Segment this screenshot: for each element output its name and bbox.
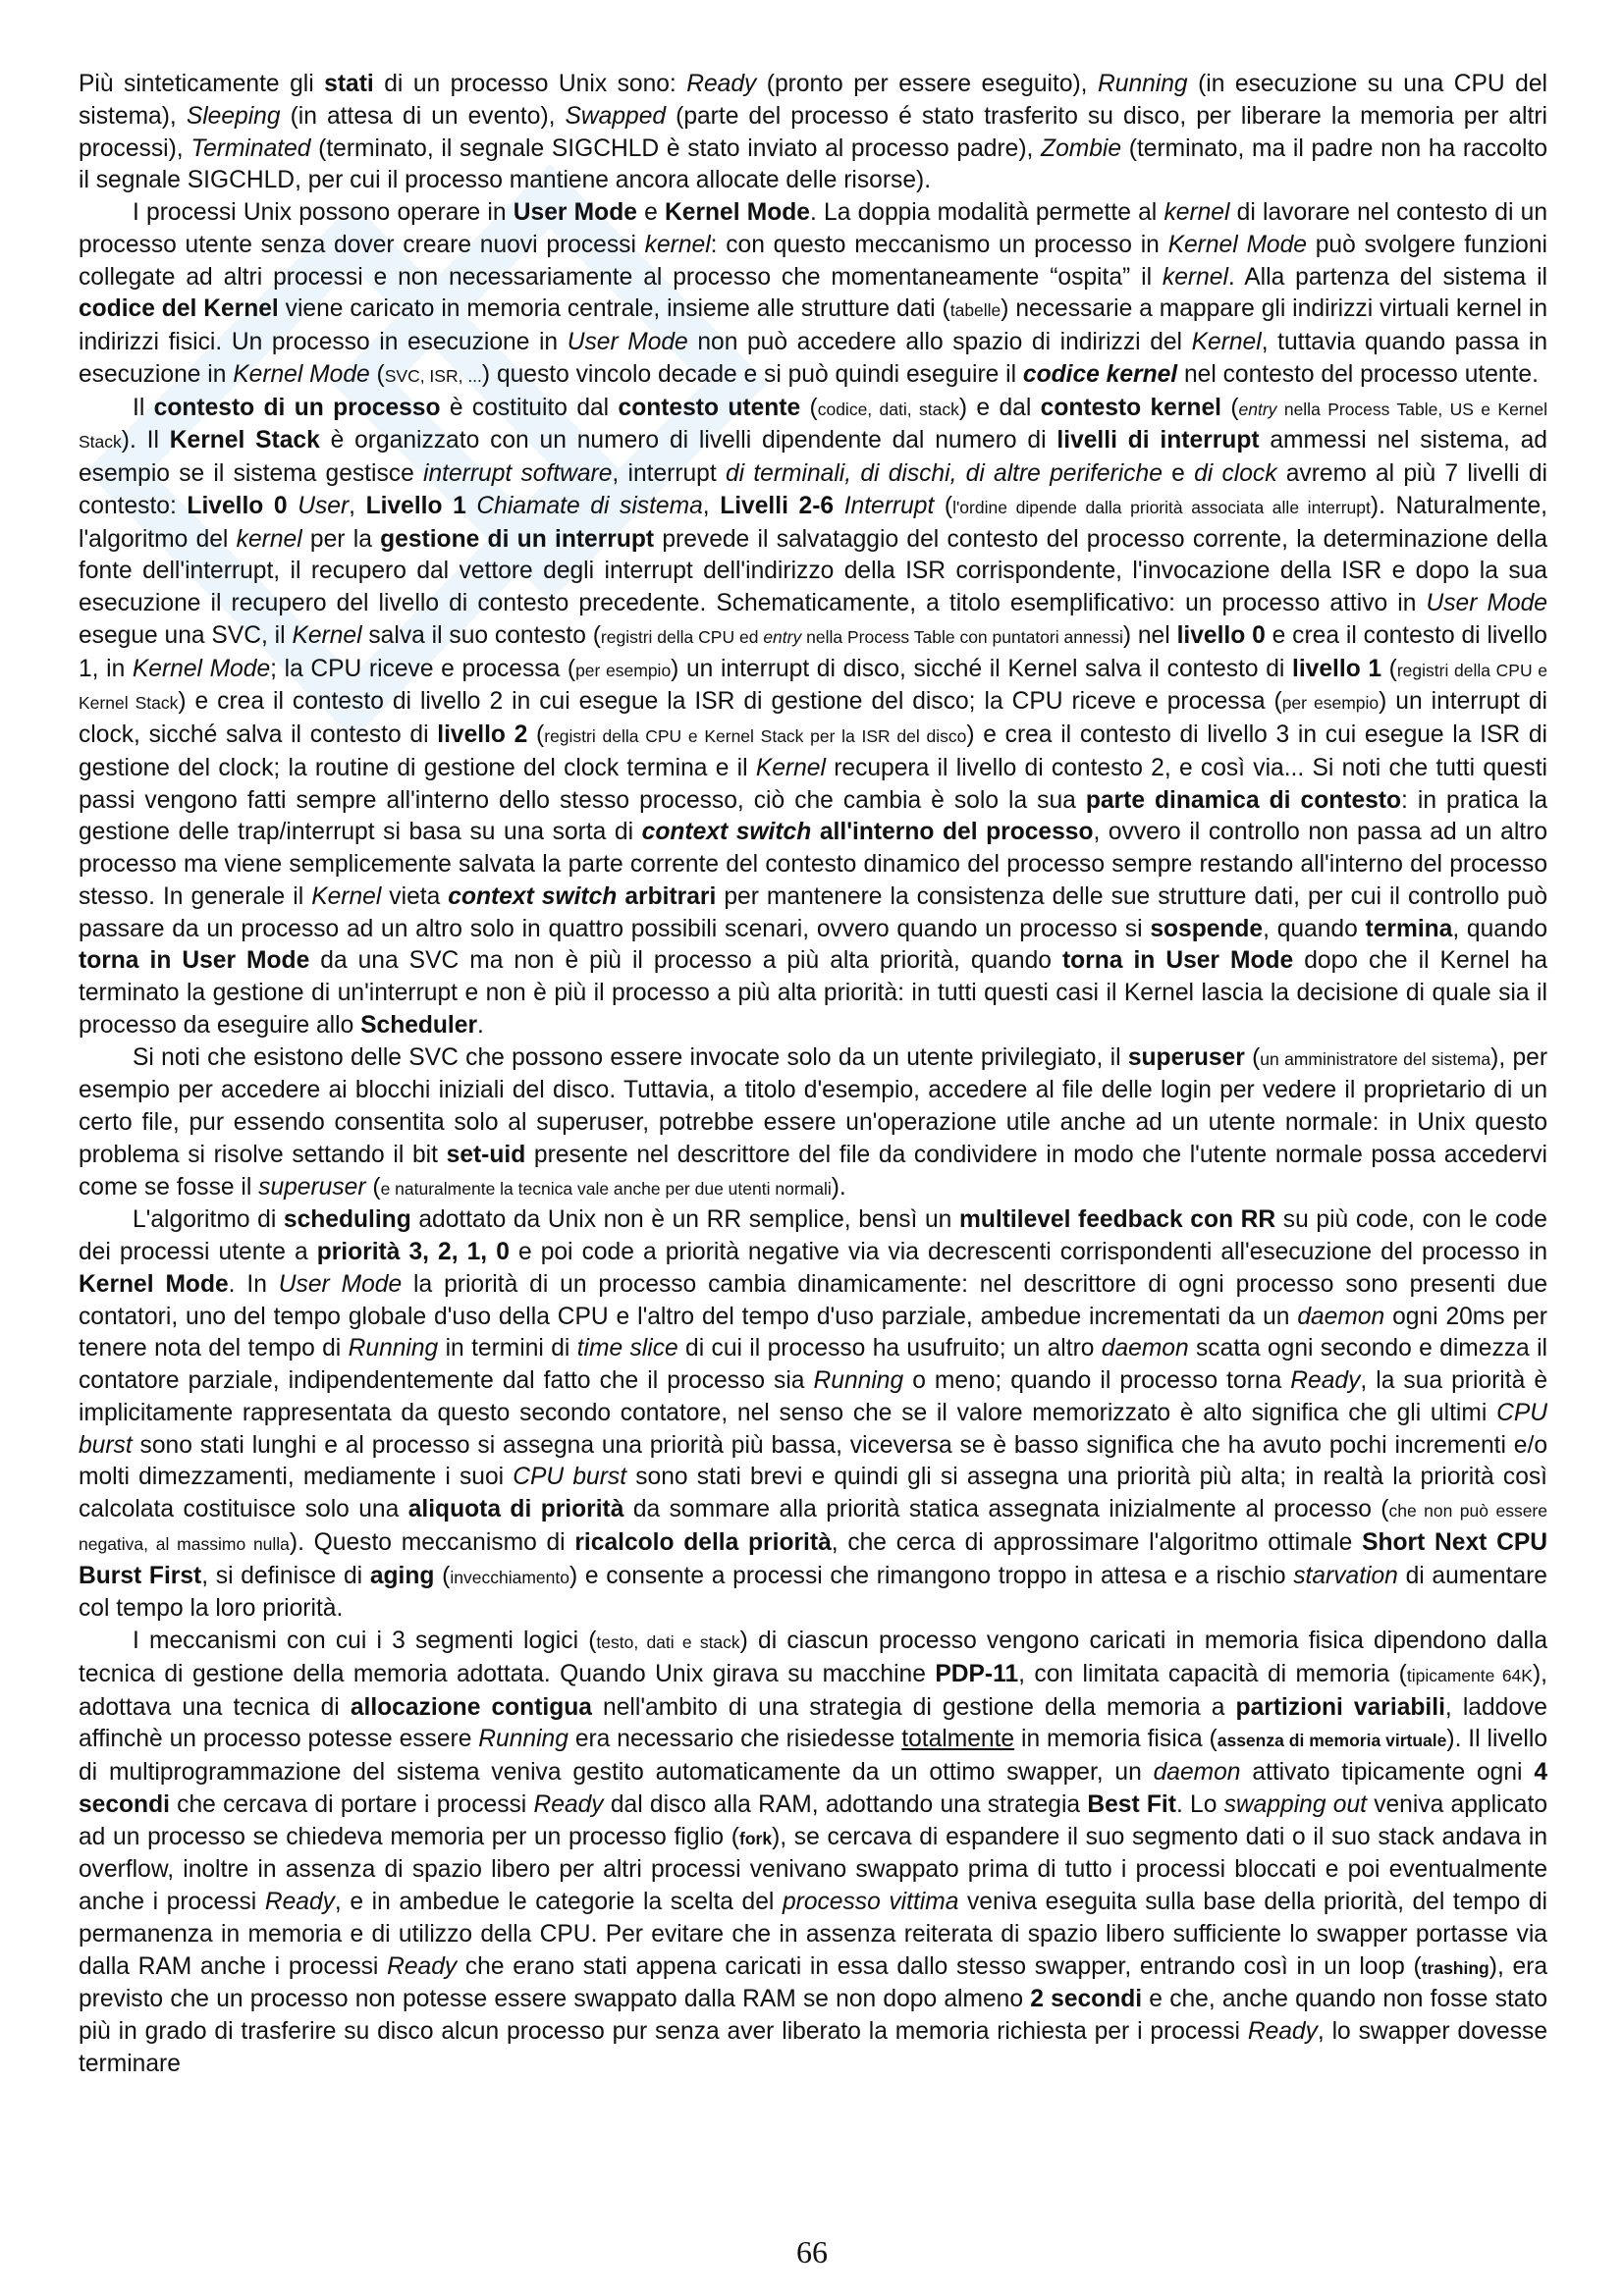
text-run: , ovvero il controllo non passa ad un altro processo ma viene semplicemente salvata la parte corrente del contesto dinamico del processo sempre restando all'interno del processo stesso. In generale il — [79, 819, 1548, 910]
text-run: kernel — [1164, 199, 1230, 226]
text-run: dal disco alla RAM, adottando una strategia — [603, 1790, 1088, 1818]
text-run: Scheduler — [360, 1011, 478, 1039]
text-run: 4 secondi — [79, 1759, 1547, 1818]
text-run: che non può essere negativa, al massimo nulla — [79, 1501, 1547, 1554]
text-run: Chiamate di sistema — [476, 492, 703, 519]
text-run: PDP-11 — [935, 1660, 1019, 1687]
text-run: invecchiamento — [450, 1567, 569, 1587]
text-run: : con questo meccanismo un processo in — [710, 231, 1168, 258]
text-run: e che, anche quando non fosse stato più in grado di trasferire su disco alcun processo pur senza aver liberato la memoria richiesta per i processi — [79, 1986, 1547, 2045]
text-run: presente nel descrittore del file da condividere in modo che l'utente normale possa accedervi come se fosse il — [79, 1141, 1547, 1201]
text-run: , la sua priorità è implicitamente rappresentata da questo secondo contatore, nel senso che se il valore memorizzato è alto significa che gli ultimi — [79, 1367, 1547, 1426]
text-run: per mantenere la consistenza delle sue strutture dati, per cui il controllo può passare da un processo ad un altro solo in quattro possibili scenari, ovvero quando un processo si — [79, 882, 1548, 942]
text-run: l'ordine dipende dalla priorità associata alle interrupt — [952, 497, 1371, 517]
text-run: e — [636, 199, 666, 226]
paragraph — [79, 1626, 1547, 2081]
text-run: kernel — [236, 525, 302, 553]
text-run: tipicamente 64K — [1406, 1665, 1533, 1685]
text-run: daemon — [1101, 1335, 1189, 1362]
text-run: ) e dal — [958, 394, 1041, 421]
text-run: che erano stati appena caricati in essa dallo stesso swapper, entrando così in un loop ( — [457, 1952, 1422, 1980]
text-run: SVC, ISR, ... — [384, 365, 482, 386]
text-run: Terminated — [190, 134, 311, 162]
text-run: tabelle — [949, 300, 1001, 321]
text-run: nella Process Table, US e Kernel Stack — [79, 399, 1547, 453]
text-run: Ready — [387, 1952, 458, 1980]
text-run — [834, 493, 844, 519]
text-run: parte dinamica di contesto — [1085, 786, 1402, 814]
text-run: 2 secondi — [1030, 1986, 1143, 2013]
text-run: . Lo — [1175, 1790, 1224, 1818]
text-run: , quando — [1263, 915, 1366, 942]
text-run: ( — [800, 394, 818, 421]
text-run: , — [349, 492, 366, 519]
text-run: superuser — [258, 1173, 366, 1201]
text-run: un amministratore del sistema — [1260, 1048, 1491, 1069]
text-run: context switch — [448, 882, 618, 910]
text-run: context switch — [641, 819, 812, 846]
text-run: livello 1 — [1292, 655, 1382, 682]
text-run: testo, dati e stack — [596, 1632, 740, 1652]
text-run: , che cerca di approssimare l'algoritmo ottimale — [831, 1528, 1363, 1556]
text-run: Zombie — [1041, 134, 1122, 162]
text-run: multilevel feedback con RR — [958, 1206, 1276, 1234]
text-run: Kernel — [311, 882, 382, 910]
text-run: ), se cercava di espandere il suo segmento dati o il suo stack andava in overflow, inoltre in assenza di spazio libero per altri processi venivano swappato prima di tutto i processi bloccati e poi eventualmente anche i processi — [79, 1823, 1547, 1915]
text-run: adottato da Unix non è un RR semplice, bensì un — [410, 1206, 959, 1234]
text-run: Running — [813, 1367, 904, 1394]
text-run: ) un interrupt di disco, sicché il Kernel salva il contesto di — [671, 655, 1293, 682]
text-run: entry — [1238, 399, 1277, 419]
text-run: ) necessarie a mappare gli indirizzi virtuali kernel in indirizzi fisici. Un processo in esecuzione in — [79, 295, 1548, 355]
text-run: Swapped — [565, 102, 667, 130]
text-run: priorità 3, 2, 1, 0 — [316, 1239, 510, 1265]
text-run: Short Next CPU Burst First — [79, 1528, 1547, 1589]
text-run: sospende — [1150, 915, 1264, 942]
text-run: la priorità di un processo cambia dinamicamente: nel descrittore di ogni processo sono presenti due contatori, uno del tempo globale d'uso della CPU e l'altro del tempo d'uso parziale, ambedue incrementati da un — [79, 1270, 1547, 1330]
text-run: ( — [434, 1562, 451, 1589]
text-run: registri della CPU e Kernel Stack per la ISR del disco — [544, 726, 967, 746]
text-run: di cui il processo ha usufruito; un altro — [677, 1335, 1102, 1362]
text-run: scheduling — [283, 1206, 411, 1234]
text-run: . Alla partenza del sistema il — [1227, 263, 1547, 291]
text-run: recupera il livello di contesto 2, e così via... Si noti che tutti questi passi vengono fatti sempre all'interno dello stesso processo, ciò che cambia è solo la sua — [79, 754, 1548, 814]
text-run: User Mode — [278, 1270, 403, 1298]
text-run: Best Fit — [1087, 1790, 1176, 1818]
text-run: : in pratica la gestione delle trap/interrupt si basa su una sorta di — [79, 786, 1548, 846]
text-run: kernel — [644, 231, 711, 258]
text-run: veniva eseguita sulla base della priorità, del tempo di permanenza in memoria e di utilizzo della CPU. Per evitare che in assenza reiterata di spazio libero sufficiente lo swapper portasse via dalla RAM anche i processi — [79, 1889, 1547, 1980]
text-run: ). Questo meccanismo di — [289, 1528, 575, 1556]
text-run: . In — [228, 1270, 279, 1298]
text-run: ( — [369, 360, 385, 388]
text-run: Più sinteticamente gli — [79, 71, 325, 97]
text-run: e poi code a priorità negative via via decrescenti corrispondenti all'esecuzione del processo in — [509, 1239, 1547, 1265]
text-run: ). Il — [121, 427, 170, 454]
text-run — [466, 493, 477, 519]
text-run: , con limitata capacità di memoria ( — [1018, 1660, 1407, 1687]
text-run: . La doppia modalità permette al — [809, 199, 1164, 226]
text-run: sono stati lunghi e al processo si assegna una priorità più bassa, viceversa se è basso significa che ha avuto pochi incrementi e/o molti dimezzamenti, mediamente i suoi — [79, 1431, 1547, 1491]
text-run: , quando — [1452, 915, 1547, 942]
text-run: di aumentare col tempo la loro priorità. — [79, 1562, 1547, 1623]
text-run: Ready — [533, 1790, 604, 1818]
text-run: Kernel Mode — [233, 360, 370, 388]
text-run: contesto kernel — [1040, 394, 1221, 421]
text-run: Sleeping — [186, 102, 281, 130]
text-run: (pronto per essere eseguito), — [756, 71, 1098, 97]
text-run: processo vittima — [782, 1889, 959, 1915]
text-run: esegue una SVC, il — [79, 621, 293, 649]
text-run: ). — [831, 1173, 846, 1201]
text-run: swapping out — [1223, 1790, 1367, 1818]
text-run: ), per esempio per accedere ai blocchi iniziali del disco. Tuttavia, a titolo d'esempio, accedere al file delle login per vedere il proprietario di un certo file, pur essendo consentita solo al superuser, potrebbe essere un'operazione utile anche ad un utente normale: in Unix questo problema si risolve settando il bit — [79, 1043, 1548, 1168]
text-run: ammessi nel sistema, ad esempio se il sistema gestisce — [79, 427, 1547, 487]
text-run: ) e crea il contesto di livello 2 in cui esegue la ISR di gestione del disco; la CPU riceve e processa ( — [178, 688, 1282, 716]
text-run: vieta — [381, 882, 449, 910]
text-run: veniva applicato ad un processo se chiedeva memoria per un processo figlio ( — [79, 1790, 1547, 1850]
text-run: nella Process Table con puntatori annessi — [801, 626, 1123, 647]
text-run: starvation — [1293, 1562, 1398, 1589]
text-run: time slice — [576, 1335, 678, 1362]
text-run: CPU burst — [79, 1399, 1547, 1459]
text-run: dopo che il Kernel ha terminato la gestione di un'interrupt e non è più il processo a più alta priorità: in tutti questi casi il Kernel lascia la decisione di quale sia il processo da eseguire allo — [79, 947, 1548, 1039]
text-run: prevede il salvataggio del contesto del processo corrente, la determinazione della fonte dell'interrupt, il recupero dal vettore degli interrupt dell'indirizzo della ISR corrispondente, l'invocazione della ISR e dopo la sua esecuzione il recupero del livello di contesto precedente. Schematicamente, a titolo esemplificativo: un processo attivo in — [79, 525, 1547, 616]
text-run: , e in ambedue le categorie la scelta del — [334, 1889, 783, 1915]
text-run: trashing — [1421, 1957, 1489, 1978]
text-run: User — [298, 492, 350, 519]
text-run: torna in User Mode — [1061, 947, 1294, 975]
text-run: kernel — [1162, 263, 1228, 291]
body-text — [79, 69, 1547, 2081]
text-run: Kernel — [755, 754, 826, 781]
text-run: , interrupt — [612, 460, 726, 487]
text-run: , tuttavia quando passa in esecuzione in — [79, 329, 1548, 388]
text-run: Kernel Mode — [665, 199, 810, 226]
text-run: Ready — [1247, 2018, 1318, 2045]
text-run: in termini di — [438, 1335, 577, 1362]
text-run: superuser — [1127, 1043, 1245, 1071]
text-run: per esempio — [1281, 693, 1380, 714]
text-run: scatta ogni secondo e dimezza il contatore parziale, indipendentemente dal fatto che il processo sia — [79, 1335, 1547, 1394]
text-run: in memoria fisica ( — [1014, 1726, 1218, 1753]
text-run: e — [1162, 460, 1195, 487]
text-run: ( — [527, 721, 545, 748]
text-run: Interrupt — [843, 492, 935, 519]
text-run: era necessario che risiedesse — [568, 1726, 902, 1753]
text-run: salva il suo contesto ( — [361, 621, 601, 649]
paragraph — [79, 1042, 1547, 1205]
text-run: e naturalmente la tecnica vale anche per due utenti normali — [380, 1178, 832, 1199]
text-run: Ready — [264, 1889, 335, 1915]
text-run: non può accedere allo spazio di indirizzi del — [687, 329, 1192, 355]
text-run: partizioni variabili — [1235, 1693, 1445, 1721]
text-run: (in esecuzione su una CPU del sistema), — [79, 71, 1547, 130]
text-run: ) e consente a processi che rimangono troppo in attesa e a rischio — [568, 1562, 1294, 1589]
text-run: è organizzato con un numero di livelli dipendente dal numero di — [319, 427, 1057, 454]
text-run: Livello 1 — [365, 492, 466, 519]
text-run: ) di ciascun processo vengono caricati in memoria fisica dipendono dalla tecnica di gestione della memoria adottata. Quando Unix girava su macchine — [79, 1628, 1547, 1687]
text-run: ( — [365, 1173, 381, 1201]
text-run: Ready — [1290, 1367, 1361, 1394]
text-run: contesto utente — [618, 394, 801, 421]
text-run: all'interno del processo — [811, 819, 1094, 846]
paragraph — [79, 197, 1547, 393]
text-run: stati — [324, 71, 374, 97]
text-run: , lo swapper dovesse terminare — [79, 2018, 1547, 2077]
text-run: assenza di memoria virtuale — [1217, 1731, 1447, 1751]
text-run: fork — [739, 1828, 773, 1848]
text-run: che cercava di portare i processi — [169, 1790, 534, 1818]
text-run: ), era previsto che un processo non potesse essere swappato dalla RAM se non dopo almeno — [79, 1952, 1548, 2013]
text-run: aging — [369, 1562, 435, 1589]
text-run: daemon — [1153, 1759, 1241, 1786]
text-run: L'algoritmo di — [133, 1206, 284, 1234]
text-run: livelli di interrupt — [1056, 427, 1260, 454]
text-run: livello 0 — [1176, 621, 1266, 649]
paragraph — [79, 69, 1547, 197]
text-run: su più code, con le code dei processi utente a — [79, 1206, 1547, 1265]
text-run: è costituito dal — [440, 394, 619, 421]
text-run: I processi Unix possono operare in — [133, 199, 514, 226]
text-run: ogni 20ms per tenere nota del tempo di — [79, 1303, 1547, 1362]
text-run: contesto di un processo — [153, 394, 441, 421]
text-run: Si noti che esistono delle SVC che possono essere invocate solo da un utente privilegiato, il — [133, 1043, 1128, 1071]
text-run: avremo al più 7 livelli di contesto: — [79, 460, 1547, 519]
text-run: daemon — [1297, 1303, 1385, 1330]
text-run: di clock — [1194, 460, 1277, 487]
text-run: arbitrari — [617, 882, 717, 910]
text-run: di un processo Unix sono: — [373, 71, 687, 97]
text-run: registri della CPU ed — [600, 626, 764, 647]
text-run: Kernel Mode — [1167, 231, 1307, 258]
text-run: Livelli 2-6 — [720, 492, 835, 519]
text-run: Running — [1098, 71, 1188, 97]
text-run: entry — [763, 626, 802, 647]
text-run: Livello 0 — [187, 492, 288, 519]
text-run: allocazione contigua — [350, 1693, 592, 1721]
text-run: ) e crea il contesto di livello 3 in cui esegue la ISR di gestione del clock; la routine di gestione del clock termina e il — [79, 721, 1547, 781]
text-run: per la — [301, 525, 381, 553]
text-run: per esempio — [575, 660, 672, 680]
text-run: livello 2 — [437, 721, 528, 748]
text-run: Kernel Mode — [132, 655, 271, 682]
text-run: Kernel — [292, 621, 362, 649]
text-run: ) un interrupt di clock, sicché salva il contesto di — [79, 688, 1547, 748]
text-run: da una SVC ma non è più il processo a più alta priorità, quando — [309, 947, 1062, 975]
text-run: nell'ambito di una strategia di gestione della memoria a — [591, 1693, 1236, 1721]
text-run: ( — [934, 492, 953, 519]
text-run: User Mode — [513, 199, 637, 226]
text-run: , si definisce di — [201, 1562, 370, 1589]
text-run: Kernel Stack — [169, 427, 320, 454]
text-run: attivato tipicamente ogni — [1240, 1759, 1535, 1786]
text-run: Running — [348, 1335, 439, 1362]
text-run: CPU burst — [513, 1464, 627, 1491]
text-run: User Mode — [1426, 590, 1547, 616]
text-run: termina — [1365, 915, 1453, 942]
paragraph — [79, 393, 1547, 1042]
text-run: Kernel Mode — [79, 1270, 229, 1298]
text-run: viene caricato in memoria centrale, insieme alle strutture dati ( — [278, 295, 950, 323]
text-run: codice, dati, stack — [817, 399, 959, 419]
text-run: I meccanismi con cui i 3 segmenti logici ( — [133, 1628, 597, 1654]
text-run: e crea il contesto di livello 1, in — [79, 621, 1547, 682]
text-run: ricalcolo della priorità — [574, 1528, 832, 1556]
text-run: ( — [1381, 655, 1397, 682]
text-run: aliquota di priorità — [407, 1496, 624, 1522]
page-number: 66 — [796, 2234, 828, 2269]
paragraph — [79, 1204, 1547, 1626]
text-run: totalmente — [901, 1726, 1015, 1753]
text-run: Il — [133, 394, 154, 421]
text-run: interrupt software — [423, 460, 613, 487]
text-run: (parte del processo é stato trasferito su disco, per liberare la memoria per altri processi), — [79, 102, 1548, 162]
text-run: ( — [1244, 1043, 1261, 1071]
text-run: registri della CPU e Kernel Stack — [79, 660, 1547, 714]
text-run: sono stati brevi e quindi gli si assegna una priorità più alta; in realtà la priorità così calcolata costituisce solo una — [79, 1464, 1547, 1522]
text-run: , laddove affinchè un processo potesse essere — [79, 1693, 1547, 1753]
text-run: gestione di un interrupt — [380, 525, 655, 553]
text-run: può svolgere funzioni collegate ad altri processi e non necessariamente al processo che momentaneamente “ospita” il — [79, 231, 1547, 291]
text-run: ; la CPU riceve e processa ( — [270, 655, 576, 682]
text-run: codice kernel — [1022, 360, 1178, 388]
text-run: (terminato, ma il padre non ha raccolto il segnale SIGCHLD, per cui il processo mantiene ancora allocate delle risorse). — [79, 134, 1547, 194]
text-run: codice del Kernel — [79, 295, 279, 323]
text-run: ) questo vincolo decade e si può quindi eseguire il — [481, 360, 1023, 388]
text-run: da sommare alla priorità statica assegnata inizialmente al processo ( — [623, 1496, 1389, 1522]
text-run: Ready — [686, 71, 757, 97]
text-run: ) nel — [1122, 621, 1177, 649]
text-run: di lavorare nel contesto di un processo utente senza dover creare nuovi processi — [79, 199, 1548, 258]
text-run: Kernel — [1191, 329, 1262, 355]
text-run: User Mode — [567, 329, 688, 355]
text-run: (in attesa di un evento), — [280, 102, 566, 130]
text-run: ). Naturalmente, l'algoritmo del — [79, 492, 1547, 553]
text-run: nel contesto del processo utente. — [1177, 360, 1539, 388]
text-run: Running — [478, 1726, 568, 1753]
text-run: ). Il livello di multiprogrammazione del sistema veniva gestito automaticamente da un ottimo swapper, un — [79, 1726, 1547, 1786]
text-run: ( — [1220, 394, 1239, 421]
text-run: , — [702, 492, 721, 519]
text-run — [288, 493, 298, 519]
text-run: torna in User Mode — [79, 947, 310, 975]
text-run: . — [477, 1011, 484, 1039]
text-run: ), adottava una tecnica di — [79, 1660, 1547, 1721]
text-run: set-uid — [446, 1141, 526, 1168]
text-run: di terminali, di dischi, di altre periferiche — [725, 460, 1163, 487]
text-run: o meno; quando il processo torna — [903, 1367, 1291, 1394]
text-run: (terminato, il segnale SIGCHLD è stato inviato al processo padre), — [310, 134, 1042, 162]
